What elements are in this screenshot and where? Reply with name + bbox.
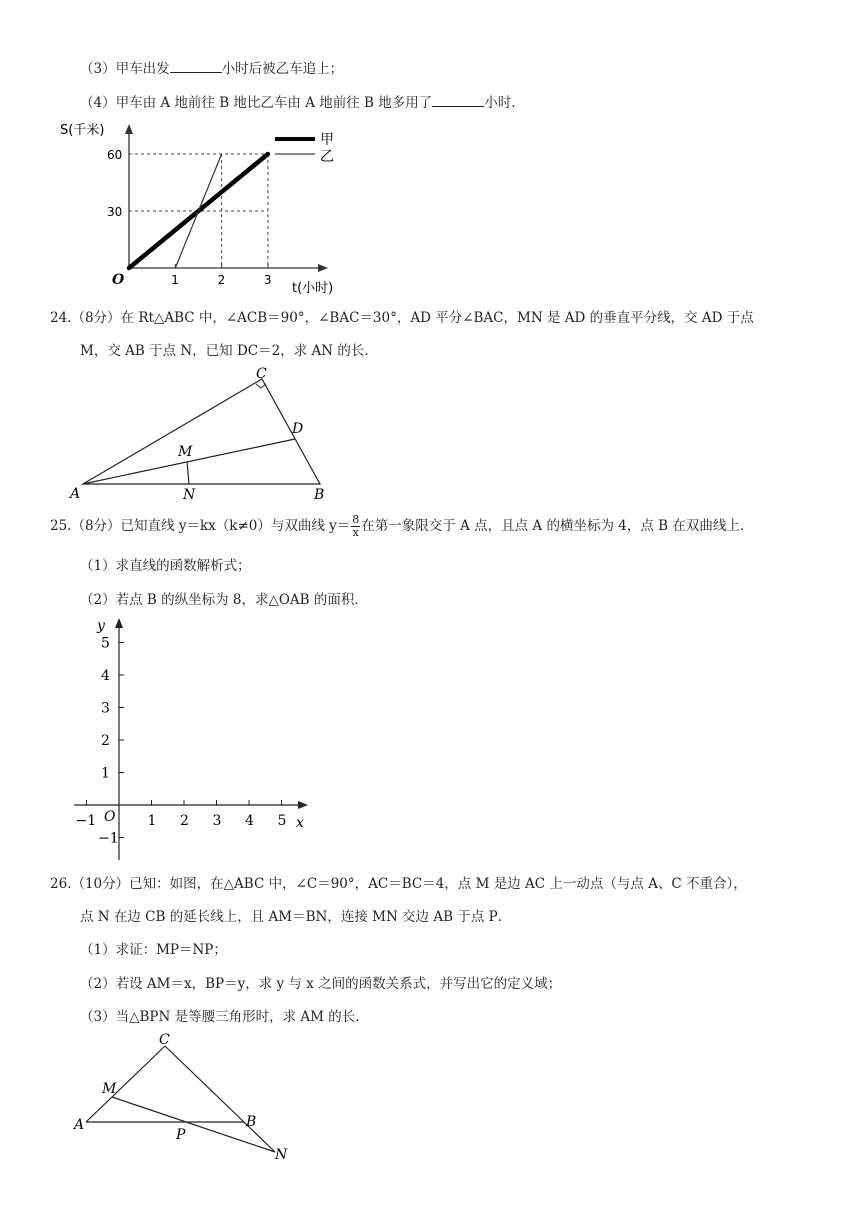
y-tick-label: 4 <box>101 668 110 684</box>
x-tick-label: 1 <box>171 273 179 287</box>
right-angle-mark <box>256 384 266 388</box>
chart-x-label: t(小时) <box>292 281 334 296</box>
chart-y-arrow <box>125 124 133 134</box>
q26-part3: （3）当△BPN 是等腰三角形时，求 AM 的长． <box>80 1009 369 1025</box>
label-m: M <box>102 1081 117 1097</box>
x-tick-label: 3 <box>263 273 272 287</box>
label-n: N <box>183 487 196 503</box>
y-tick-label: 3 <box>101 700 110 717</box>
fraction-8-over-x: $\frac{8}{x}$ <box>352 513 360 539</box>
label-b: B <box>246 1114 257 1130</box>
legend-label-jia: 甲 <box>320 132 334 148</box>
label-n: N <box>275 1147 288 1163</box>
x-tick-label: 1 <box>147 813 157 829</box>
q24-text-line2: M，交 AB 于点 N，已知 DC＝2，求 AN 的长． <box>80 343 378 359</box>
y-axis-arrow <box>115 618 123 628</box>
label-a: A <box>70 486 81 502</box>
answer-blank <box>432 93 484 107</box>
x-tick-label: 2 <box>180 813 189 829</box>
q23-part4: （4）甲车由 A 地前往 B 地比乙车由 A 地前往 B 地多用了 小时． <box>80 95 525 111</box>
q25-coordinate-axes <box>60 612 320 862</box>
label-d: D <box>292 421 304 437</box>
q26-part2: （2）若设 AM＝x，BP＝y，求 y 与 x 之间的函数关系式，并写出它的定义域； <box>80 976 562 992</box>
x-tick-label: −1 <box>75 813 97 829</box>
label-p: P <box>176 1127 186 1143</box>
x-tick-label: 2 <box>217 273 226 287</box>
q25-text-line1: 25.（8分）已知直线 y＝kx（k≠0）与双曲线 y＝ $\frac{8}{x}$ 在第一象限交于 A 点，且点 A 的横坐标为 4，点 B 在双曲线上． <box>50 513 754 539</box>
label-m: M <box>178 444 193 460</box>
y-tick-label: 30 <box>107 205 123 219</box>
q25-part2: （2）若点 B 的纵坐标为 8，求△OAB 的面积． <box>80 592 368 608</box>
label-c: C <box>256 366 267 382</box>
y-tick-label: 2 <box>101 733 110 749</box>
y-tick-label: −1 <box>98 830 119 847</box>
chart-origin-label: O <box>112 272 125 288</box>
answer-blank <box>170 59 222 73</box>
x-tick-label: 3 <box>212 813 222 829</box>
x-axis-label: x <box>296 815 304 831</box>
label-a: A <box>74 1117 85 1133</box>
chart-y-label: S(千米) <box>60 123 105 138</box>
q26-text-line1: 26.（10分）已知：如图，在△ABC 中，∠C＝90°，AC＝BC＝4，点 M 是边 AC 上一动点（与点 A、C 不重合）， <box>50 876 747 892</box>
y-tick-label: 1 <box>101 765 110 782</box>
q26-part1: （1）求证：MP＝NP； <box>80 942 227 958</box>
q26-text-line2: 点 N 在边 CB 的延长线上，且 AM＝BN，连接 MN 交边 AB 于点 P． <box>80 909 512 925</box>
label-b: B <box>314 487 325 503</box>
x-axis-arrow <box>298 801 308 809</box>
chart-x-arrow <box>318 264 328 272</box>
y-axis-label: y <box>97 618 105 634</box>
q23-part3: （3）甲车出发 小时后被乙车追上； <box>80 61 344 77</box>
q26-triangle-figure <box>60 1030 300 1165</box>
q24-triangle-figure <box>60 364 350 504</box>
segment-mn <box>187 462 189 484</box>
y-tick-label: 5 <box>101 635 110 652</box>
origin-label: O <box>104 809 116 825</box>
q24-text-line1: 24.（8分）在 Rt△ABC 中，∠ACB＝90°，∠BAC＝30°，AD 平分∠BAC，MN 是 AD 的垂直平分线，交 AD 于点 <box>50 310 754 326</box>
label-c: C <box>159 1032 170 1048</box>
x-tick-label: 4 <box>245 813 254 829</box>
distance-time-chart <box>60 116 360 298</box>
legend-label-yi: 乙 <box>320 149 334 165</box>
y-tick-label: 60 <box>107 148 123 162</box>
x-tick-label: 5 <box>277 813 287 829</box>
q25-part1: （1）求直线的函数解析式； <box>80 558 251 574</box>
triangle-abc <box>83 379 320 484</box>
